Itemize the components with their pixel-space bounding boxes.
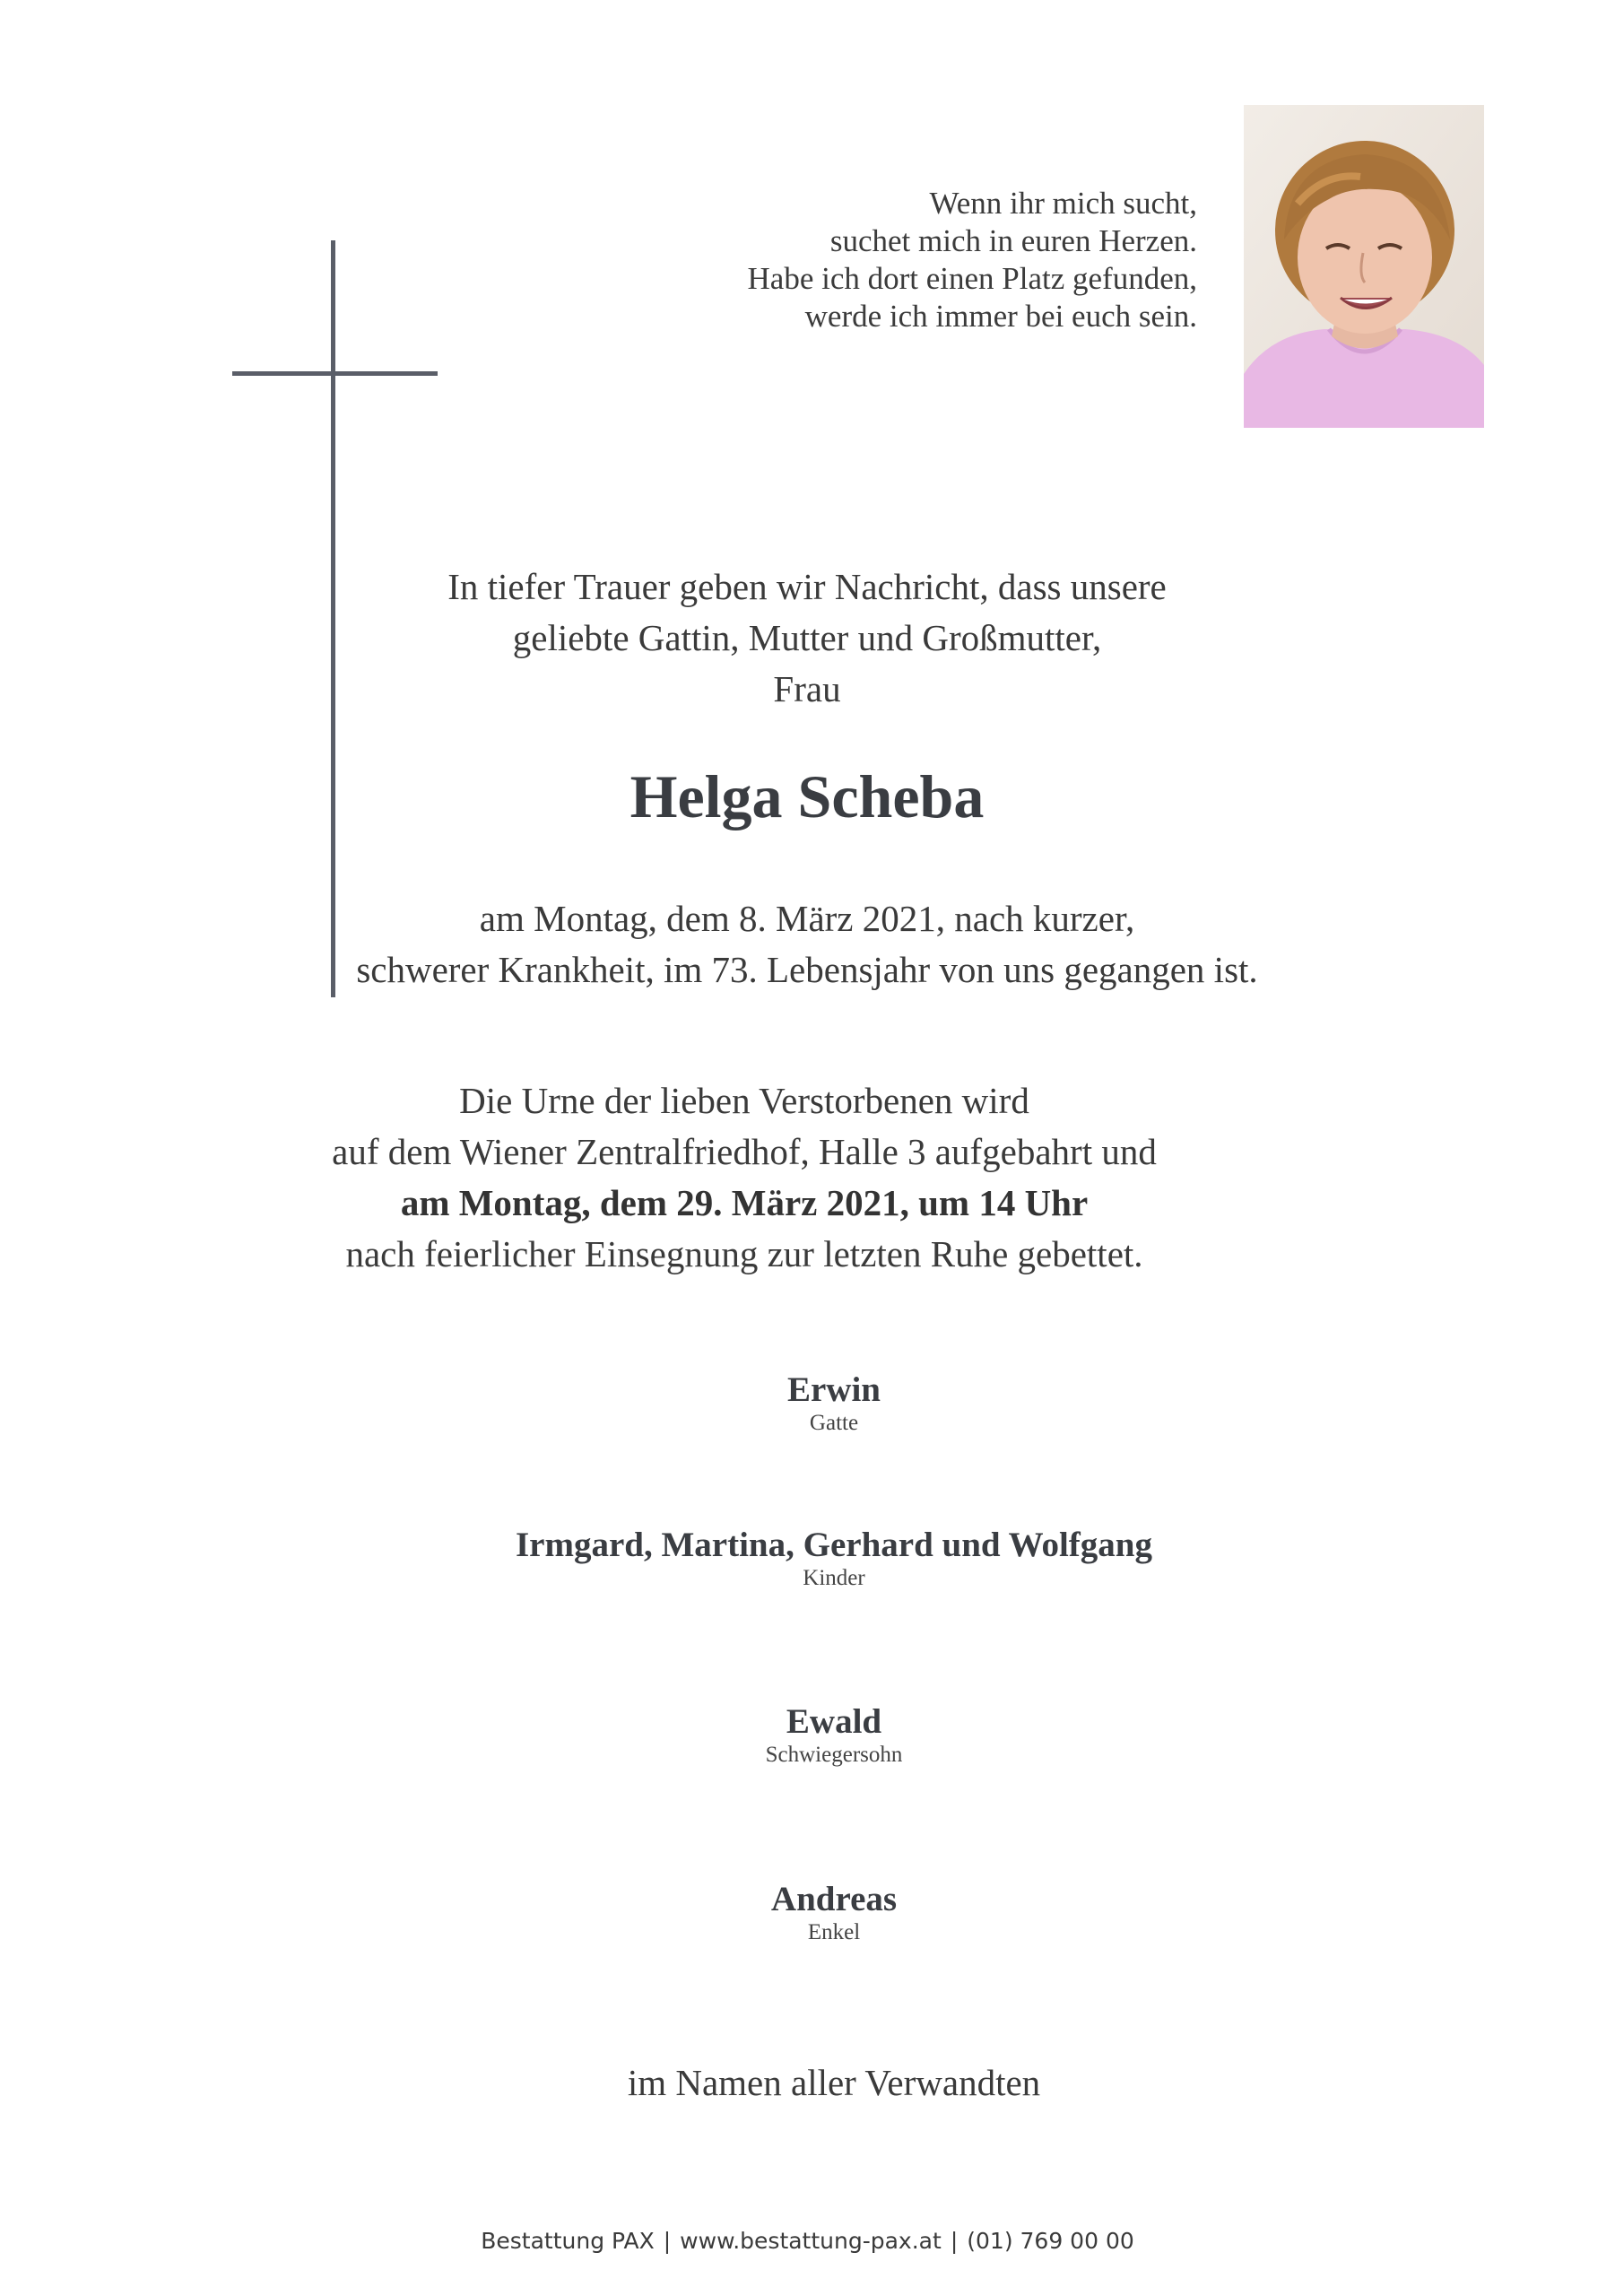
death-info-line: schwerer Krankheit, im 73. Lebensjahr von uns gegangen ist. [356, 949, 1258, 990]
funeral-line: Die Urne der lieben Verstorbenen wird [459, 1080, 1029, 1121]
footer [0, 2228, 1615, 2254]
footer-company: Bestattung PAX [481, 2228, 655, 2254]
mourner-relation: Gatte [809, 1411, 859, 1435]
mourner-relation: Kinder [803, 1566, 865, 1590]
footer-phone: (01) 769 00 00 [967, 2228, 1134, 2254]
portrait-photo [1244, 105, 1484, 428]
deceased-name: Helga Scheba [630, 762, 985, 831]
poem [574, 185, 1197, 335]
mourner-relation: Schwiegersohn [765, 1743, 903, 1767]
poem-line: Habe ich dort einen Platz gefunden, [747, 261, 1197, 296]
funeral-date: am Montag, dem 29. März 2021, um 14 Uhr [400, 1182, 1089, 1223]
intro-line: In tiefer Trauer geben wir Nachricht, dass unsere [447, 566, 1167, 607]
death-info-line: am Montag, dem 8. März 2021, nach kurzer, [479, 898, 1135, 939]
mourner-name: Erwin [786, 1370, 881, 1409]
poem-line: suchet mich in euren Herzen. [829, 223, 1197, 258]
funeral-line: auf dem Wiener Zentralfriedhof, Halle 3 aufgebahrt und [332, 1131, 1157, 1172]
mourner-name: Irmgard, Martina, Gerhard und Wolfgang [516, 1526, 1152, 1564]
mourner-entry [296, 1370, 1372, 1437]
closing-line: im Namen aller Verwandten [627, 2062, 1041, 2103]
funeral-info [161, 1075, 1327, 1280]
poem-line: Wenn ihr mich sucht, [929, 186, 1197, 221]
poem-line: werde ich immer bei euch sein. [804, 299, 1197, 334]
mourner-name: Ewald [786, 1702, 882, 1741]
funeral-line: nach feierlicher Einsegnung zur letzten Ruhe gebettet. [345, 1233, 1143, 1274]
intro-line: geliebte Gattin, Mutter und Großmutter, [512, 617, 1102, 658]
intro-line: Frau [773, 668, 841, 709]
footer-separator: | [950, 2228, 959, 2254]
mourner-entry [296, 1526, 1372, 1592]
footer-website[interactable]: www.bestattung-pax.at [680, 2228, 942, 2254]
footer-separator: | [663, 2228, 672, 2254]
announcement-intro [269, 561, 1345, 715]
death-info [197, 893, 1417, 996]
portrait-illustration [1244, 105, 1484, 428]
mourner-entry [296, 1880, 1372, 1946]
mourner-relation: Enkel [807, 1920, 861, 1944]
mourner-name: Andreas [770, 1880, 898, 1918]
mourner-entry [296, 1702, 1372, 1769]
cross-horizontal-bar [232, 371, 438, 376]
